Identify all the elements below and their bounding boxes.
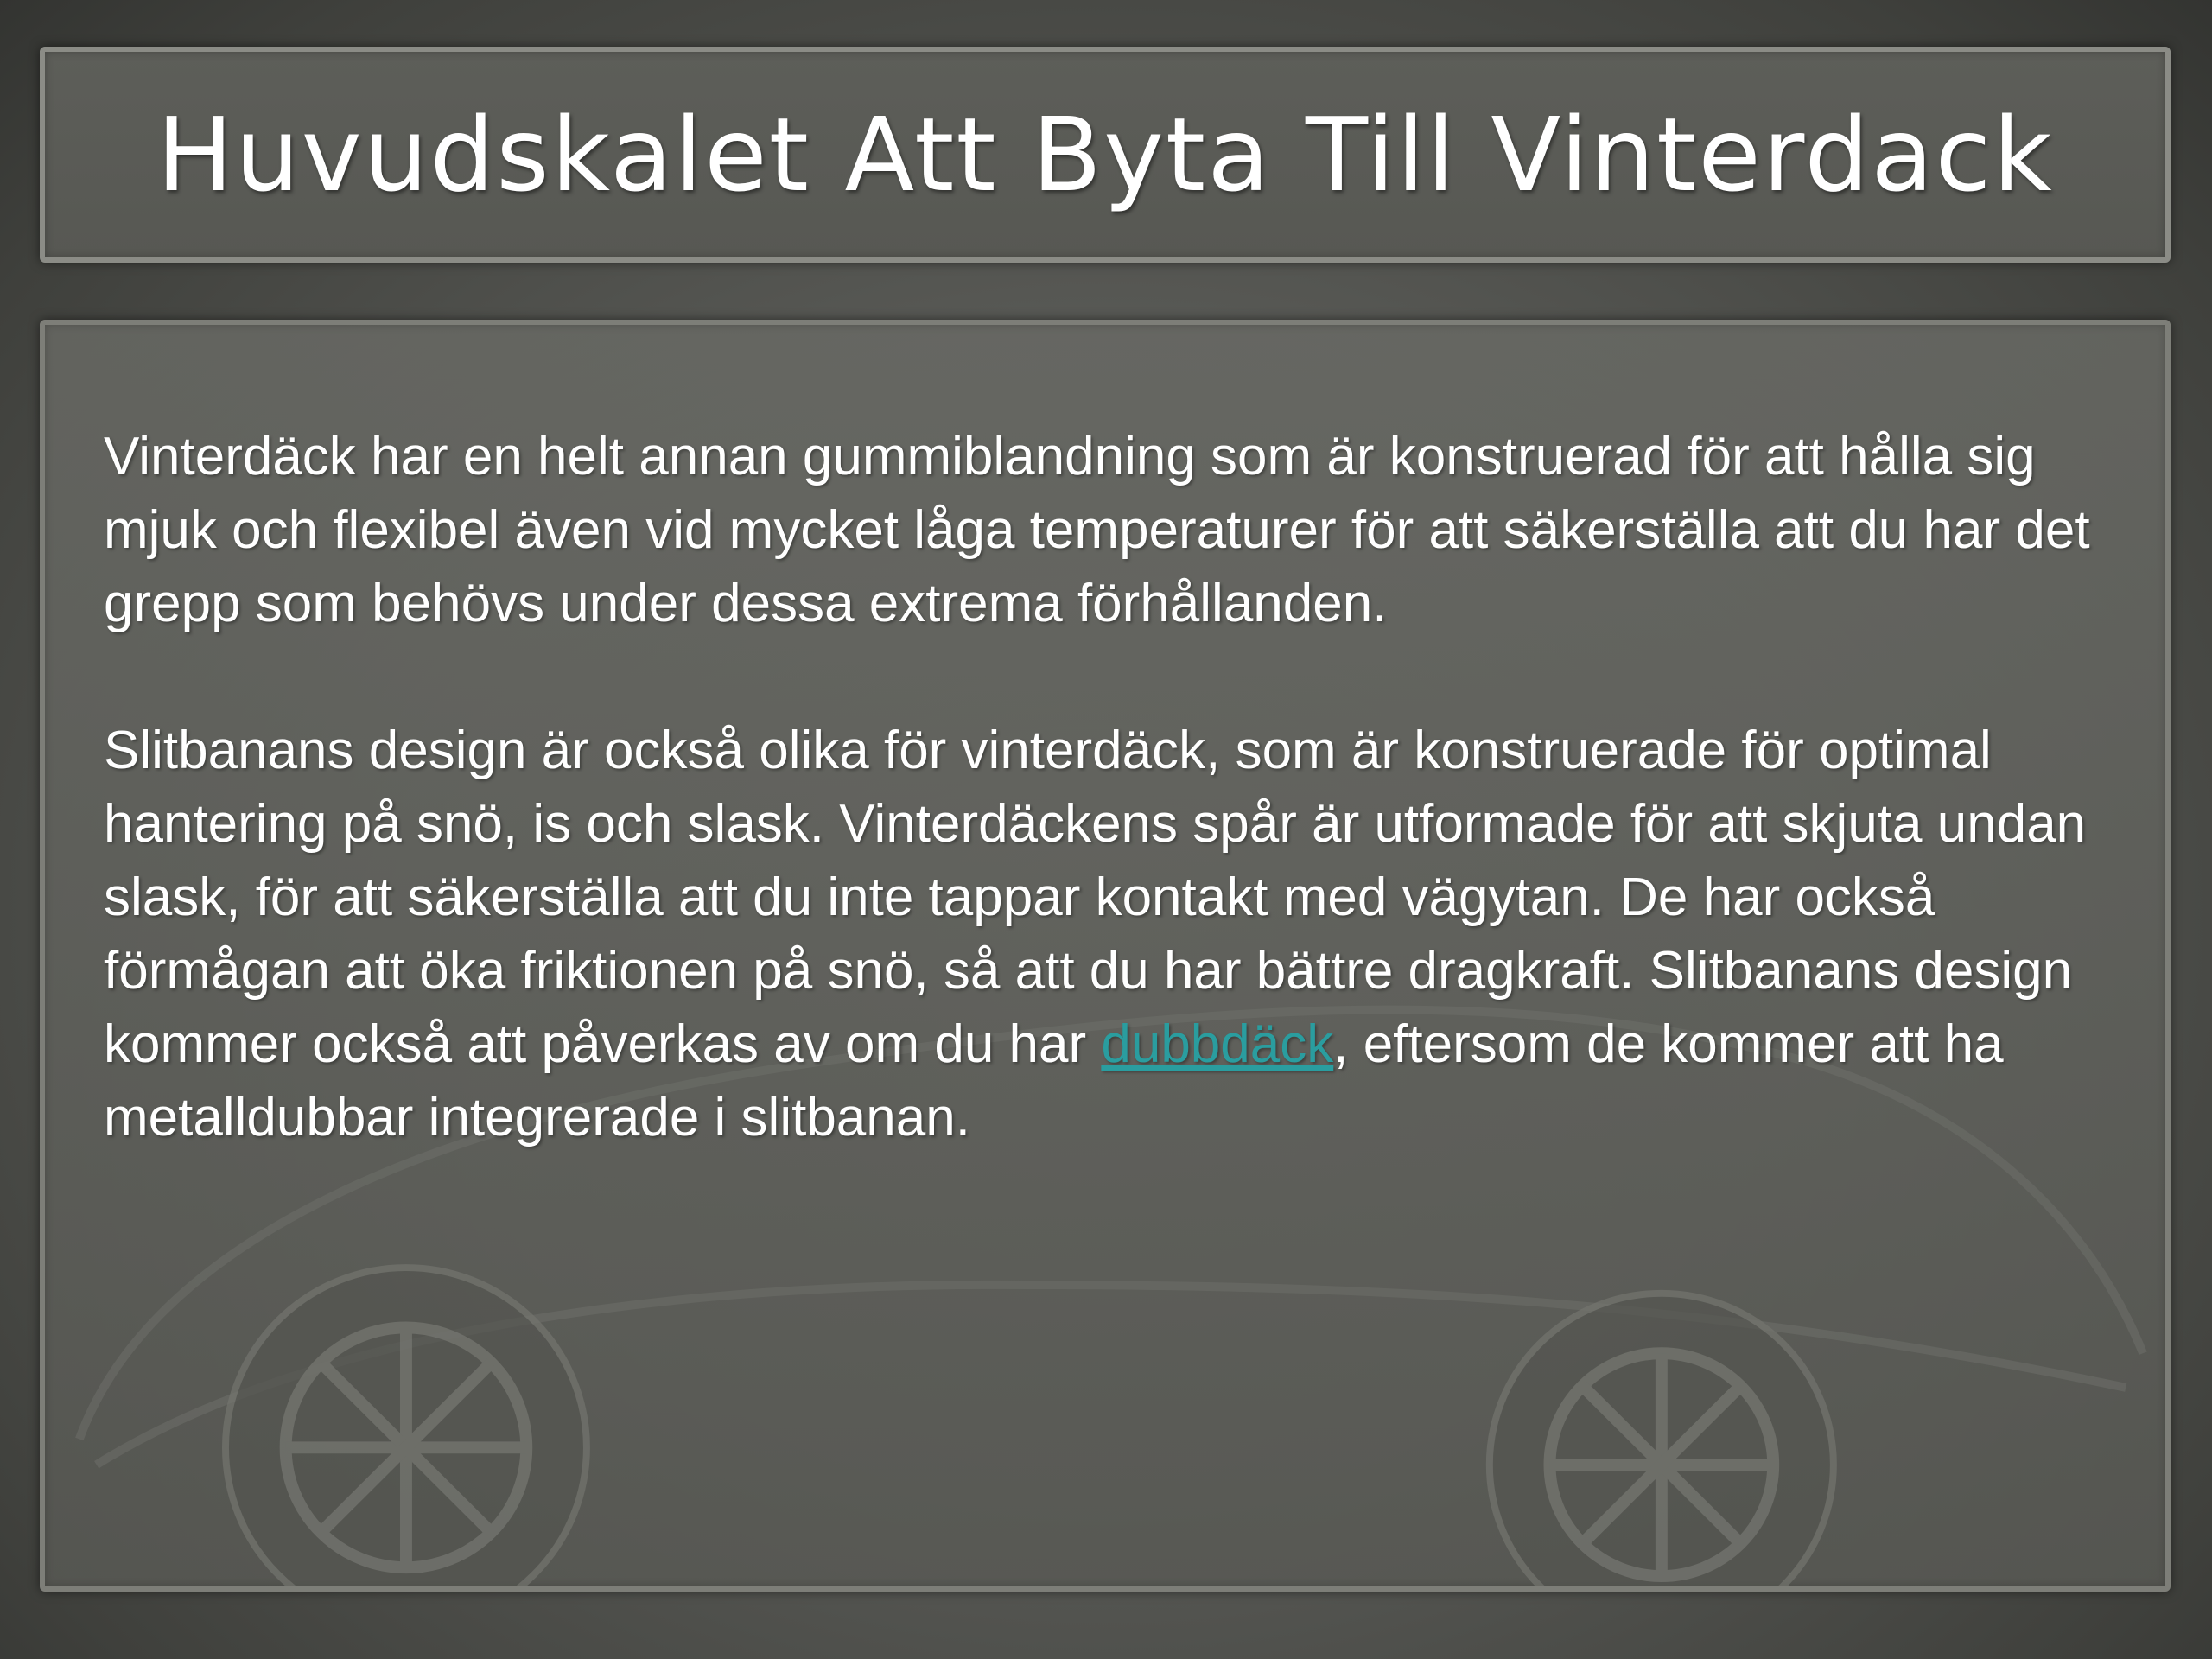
body-text (104, 420, 2152, 1154)
paragraph-2-start: Slitbanans design är också olika för vinterdäck, som är konstruerade för optimal hantering på snö, is och slask. Vinterdäckens spår är utformade för att skjuta undan slask, för att säkerställa att du inte tappar kontakt med vägytan. De har också förmågan att öka friktionen på snö, så att du har bättre dragkraft. Slitbanans design kommer också att påverkas av om du har (104, 721, 2087, 1074)
dubbdack-link[interactable]: dubbdäck (1101, 1014, 1334, 1074)
paragraph-1: Vinterdäck har en helt annan gummiblandning som är konstruerad för att hålla sig mjuk och flexibel även vid mycket låga temperaturer för att säkerställa att du har det grepp som behövs under dessa extrema förhållanden. (104, 427, 2090, 633)
paragraph-2 (104, 714, 2152, 1154)
slide-title: Huvudskalet Att Byta Till Vinterdack (156, 95, 2054, 214)
paragraph-2-end: , eftersom de kommer att ha metalldubbar integrerade i slitbanan. (104, 1014, 2004, 1147)
title-box (40, 47, 2171, 263)
content-box (40, 320, 2171, 1592)
